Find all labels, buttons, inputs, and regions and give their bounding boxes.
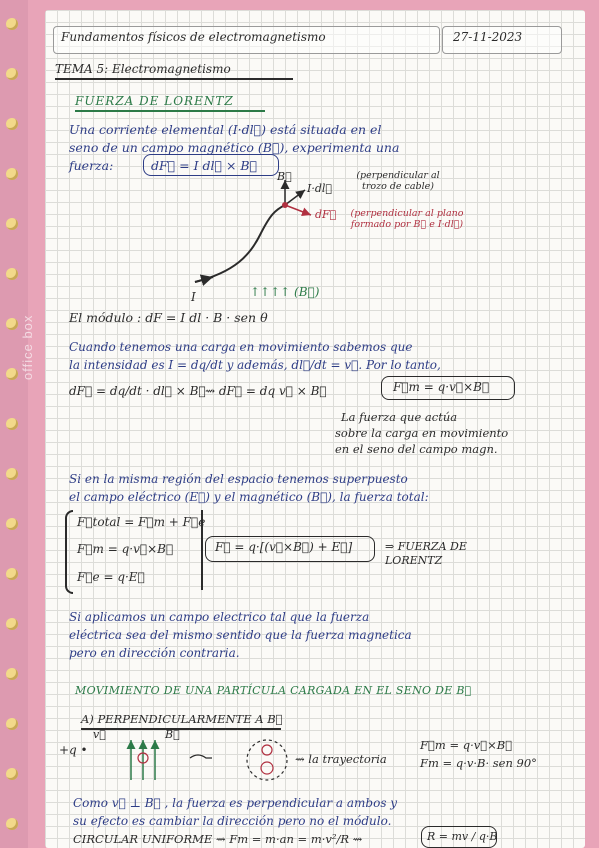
system-eq-3: F⃗e = q·E⃗: [77, 570, 145, 584]
lorentz-result: ⇒ FUERZA DE LORENTZ: [385, 540, 467, 567]
section-title-lorentz: FUERZA DE LORENTZ: [75, 94, 234, 108]
charge-note-3: en el seno del campo magn.: [335, 442, 498, 456]
binder-ring: [6, 468, 18, 480]
binder-ring: [6, 418, 18, 430]
charge-eq-a: dF⃗ = dq/dt · dl⃗ × B⃗: [69, 384, 206, 398]
perp-v: v⃗: [93, 728, 106, 741]
brand-logo: office box: [20, 314, 35, 380]
header-date: 27-11-2023: [453, 30, 523, 44]
system-eq-1: F⃗total = F⃗m + F⃗e: [77, 515, 206, 529]
binder-ring: [6, 518, 18, 530]
charge-eq-c: F⃗m = q·v⃗×B⃗: [393, 380, 490, 394]
final-line-3: CIRCULAR UNIFORME ⇝ Fm = m·an = m·v²/R ⇝: [73, 832, 363, 846]
intro-line-1: Una corriente elemental (I·dl⃗) está situada en el: [69, 122, 382, 137]
perp-fm-2: Fm = q·v·B· sen 90°: [420, 756, 537, 770]
figure-circular-motion: [45, 10, 585, 848]
binder-ring: [6, 268, 18, 280]
perp-B: B⃗: [165, 728, 180, 741]
perp-charge: +q •: [59, 743, 88, 757]
fig-note-perp-plane: (perpendicular al plano formado por B⃗ e I·dl⃗): [350, 208, 464, 230]
intro-line-3: fuerza:: [69, 158, 114, 173]
binder-ring: [6, 668, 18, 680]
system-eq-2: F⃗m = q·v⃗×B⃗: [77, 542, 174, 556]
binder-ring: [6, 318, 18, 330]
radius-formula: R = mv / q·B: [427, 830, 498, 843]
fig-label-I: I: [191, 290, 196, 304]
charge-line-1: Cuando tenemos una carga en movimiento sabemos que: [69, 340, 413, 354]
apply-line-2: eléctrica sea del mismo sentido que la fuerza magnetica: [69, 628, 412, 642]
header-subject: Fundamentos físicos de electromagnetismo: [61, 30, 326, 44]
binder-ring: [6, 568, 18, 580]
binder-ring: [6, 718, 18, 730]
region-line-1: Si en la misma región del espacio tenemos superpuesto: [69, 472, 408, 486]
topic-title: TEMA 5: Electromagnetismo: [55, 62, 231, 76]
intro-line-2: seno de un campo magnético (B⃗), experimenta una: [69, 140, 400, 155]
binder-ring: [6, 68, 18, 80]
fig-label-dF: dF⃗: [315, 208, 337, 221]
binder-ring: [6, 168, 18, 180]
fig-field-B: ↑↑↑↑ (B⃗): [250, 285, 320, 299]
charge-line-2: la intensidad es I = dq/dt y además, dl⃗/dt = v⃗. Por lo tanto,: [69, 358, 441, 372]
binder-ring: [6, 118, 18, 130]
fig-label-B: B⃗: [277, 170, 292, 183]
binder-ring: [6, 618, 18, 630]
modulus-line: El módulo : dF = I dl · B · sen θ: [69, 310, 268, 325]
binder-ring: [6, 768, 18, 780]
perp-trajectory: ⇝ la trayectoria: [295, 752, 387, 766]
binder-ring: [6, 218, 18, 230]
final-line-2: su efecto es cambiar la dirección pero no el módulo.: [73, 814, 392, 828]
binder-ring: [6, 18, 18, 30]
fig-label-Idl: I·dl⃗: [307, 182, 333, 195]
apply-line-3: pero en dirección contraria.: [69, 646, 240, 660]
intro-formula: dF⃗ = I dl⃗ × B⃗: [151, 158, 258, 173]
charge-eq-b: ⇝ dF⃗ = dq v⃗ × B⃗: [205, 384, 327, 398]
charge-note-2: sobre la carga en movimiento: [335, 426, 509, 440]
perp-fm-1: F⃗m = q·v⃗×B⃗: [420, 738, 513, 752]
apply-line-1: Si aplicamos un campo electrico tal que la fuerza: [69, 610, 370, 624]
binder-ring: [6, 818, 18, 830]
fig-note-perp-dl: (perpendicular al trozo de cable): [356, 170, 440, 192]
binder-ring: [6, 368, 18, 380]
final-line-1: Como v⃗ ⊥ B⃗ , la fuerza es perpendicular a ambos y: [73, 796, 398, 810]
lorentz-formula: F⃗ = q·[(v⃗×B⃗) + E⃗]: [215, 540, 353, 554]
charge-note-1: La fuerza que actúa: [341, 410, 458, 424]
perp-title: A) PERPENDICULARMENTE A B⃗: [81, 712, 283, 726]
region-line-2: el campo eléctrico (E⃗) y el magnético (B⃗), la fuerza total:: [69, 490, 429, 504]
section-title-motion: MOVIMIENTO DE UNA PARTÍCULA CARGADA EN EL SENO DE B⃗: [75, 684, 472, 697]
grid-sheet: [45, 10, 585, 848]
